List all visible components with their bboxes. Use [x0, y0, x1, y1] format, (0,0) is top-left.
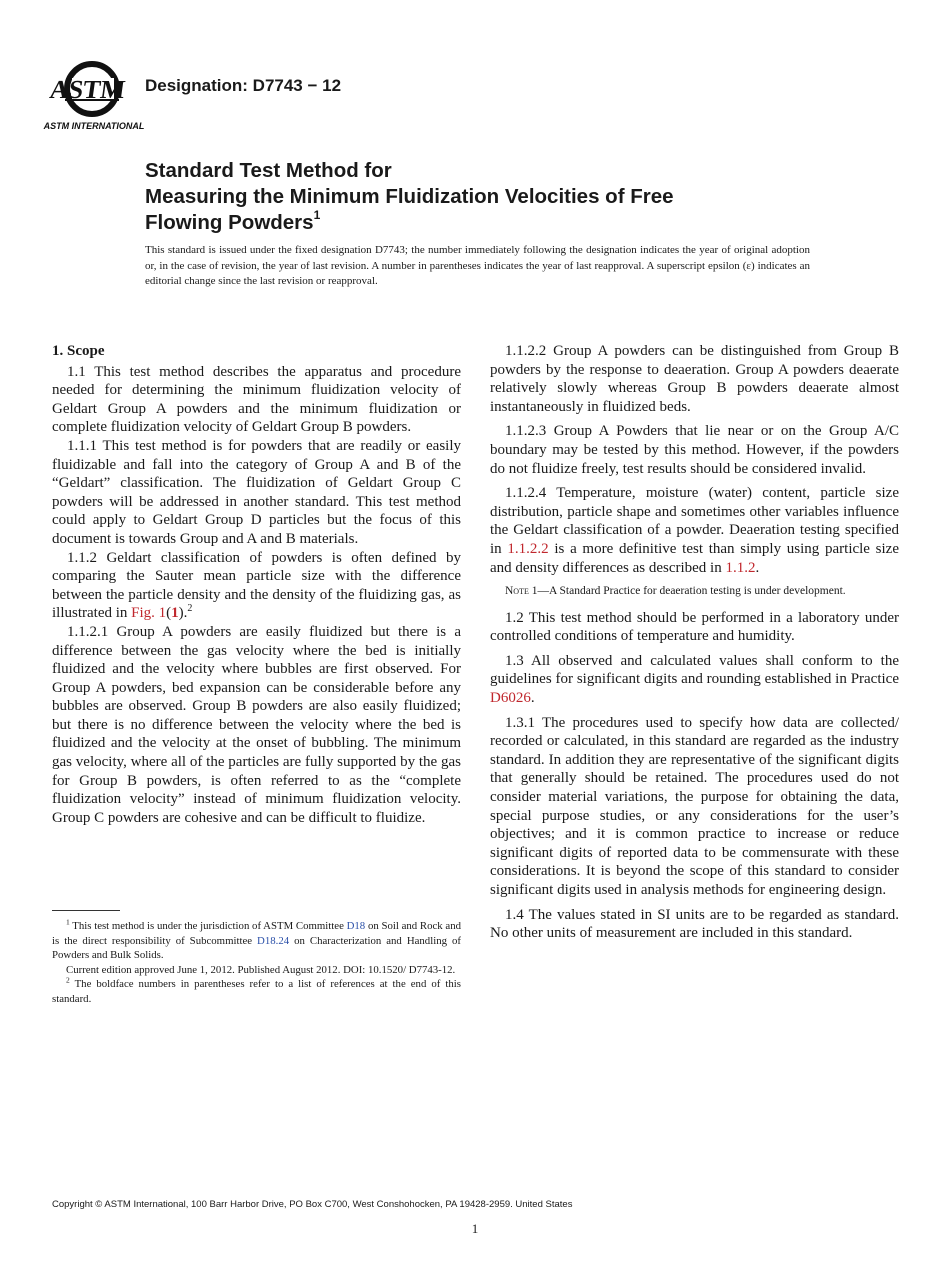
- paragraph-1-1-2-4: [490, 484, 899, 577]
- footnote-2-mark: 2: [66, 975, 70, 985]
- footnotes: [52, 919, 461, 1007]
- footnote-2-marker: 2: [187, 603, 193, 615]
- paragraph-1-3-text: 1.3 All observed and calculated values shall conform to the guidelines for significant digits and rounding established in Practice: [490, 652, 899, 688]
- title-line-3: [145, 210, 865, 236]
- subcommittee-d18-24-link[interactable]: D18.24: [257, 934, 290, 947]
- paragraph-1-1-2: [52, 549, 461, 623]
- reference-1-link[interactable]: 1: [171, 605, 179, 622]
- title-line-3-text: Flowing Powders: [145, 211, 314, 234]
- designation: Designation: D7743 − 12: [145, 76, 342, 95]
- svg-text:ASTM: ASTM: [48, 75, 128, 104]
- footnote-1: [52, 919, 461, 963]
- practice-d6026-link[interactable]: D6026: [490, 690, 531, 706]
- paragraph-1-1-2-2: 1.1.2.2 Group A powders can be distinguished from Group B powders by the response to deaeration. Group A powders deaerate relatively slowly whereas Group B powders deaerate almost instantaneously in fluidized beds.: [490, 343, 899, 415]
- paragraph-1-1-2-4-text-a: 1.1.2.4 Temperature, moisture (water) content, particle size distribution, particle shape and sometimes other variables influence the Geldart classification of a powder. Deaeration testing specified in: [490, 485, 899, 557]
- issuance-statement: This standard is issued under the fixed designation D7743; the number immediately following the designation indicates the year of original adoption or, in the case of revision, the year of last revision. A number in parentheses indicates the year of last reapproval. A superscript epsilon (ε) indicates an editorial change since the last revision or reapproval.: [145, 244, 810, 287]
- left-column: [52, 342, 461, 827]
- paragraph-1-1-2-4-text-b: is a more definitive test than simply using particle size and density differences as described in: [490, 540, 899, 576]
- copyright-notice: Copyright © ASTM International, 100 Barr Harbor Drive, PO Box C700, West Conshohocken, PA 19428-2959. United States: [52, 1199, 573, 1210]
- note-1: [490, 584, 899, 600]
- period: .: [530, 690, 535, 706]
- paragraph-1-3-1: 1.3.1 The procedures used to specify how data are collected/ recorded or calculated, in this standard are regarded as the industry standard. In addition they are representative of the significant digits that generally should be retained. The procedures used do not consider material variations, the purpose for obtaining the data, special purpose studies, or any considerations for the user’s objectives; and it is common practice to increase or reduce significant digits of reported data to be commensurate with these considerations. It is beyond the scope of this standard to consider significant digits used in analysis methods for engineering design.: [490, 714, 899, 898]
- footnote-2: [52, 977, 461, 1006]
- footnote-1-edition: Current edition approved June 1, 2012. Published August 2012. DOI: 10.1520/ D7743-12.: [66, 963, 456, 976]
- footnote-divider: [52, 910, 120, 911]
- page-number: 1: [471, 1221, 479, 1236]
- title-line-2: Measuring the Minimum Fluidization Velocities of Free: [145, 185, 674, 208]
- fig-1-link[interactable]: Fig. 1: [131, 605, 167, 622]
- title-line-1: Standard Test Method for: [145, 159, 392, 182]
- paren-open: (: [166, 605, 172, 622]
- paragraph-1-4: 1.4 The values stated in SI units are to be regarded as standard. No other units of measurement are included in this standard.: [490, 906, 899, 942]
- section-1-1-2-2-link[interactable]: 1.1.2.2: [507, 540, 549, 557]
- note-1-label: Note 1: [505, 585, 538, 598]
- footnote-1-mark: 1: [66, 917, 70, 927]
- paragraph-1-1-2-1: 1.1.2.1 Group A powders are easily fluidized but there is a difference between the gas velocity where the bed is initially fluidized and the velocity where bubbles are first observed. For Group A powders, bed expansion can be considerable before any bubbles are observed. Group B powders are also easily fluidized; but there is no difference between the velocity where the bed is fluidized and the velocity at the onset of bubbling. The minimum gas velocity, where all of the particles are fully supported by the gas for Group B powders, is often referred to as the “complete fluidization velocity” instead of minimum fluidization velocity. Group C powders are cohesive and can be difficult to fluidize.: [52, 623, 461, 826]
- paragraph-1-1-2-3: 1.1.2.3 Group A Powders that lie near or on the Group A/C boundary may be tested by this method. However, if the powders do not fluidize freely, test results should be considered invalid.: [490, 423, 899, 477]
- astm-international-logo: [43, 58, 145, 134]
- footnote-1-text-c: on Characterization and Handling of Powders and Bulk Solids.: [52, 934, 461, 962]
- paragraph-1-3: [490, 652, 899, 708]
- paragraph-1-1-2-text: 1.1.2 Geldart classification of powders is often defined by comparing the Sauter mean particle size with the difference between the particle density and the density of the fluidizing gas, as illustrated in: [52, 549, 461, 622]
- footnote-1-text-a: This test method is under the jurisdiction of ASTM Committee: [69, 920, 347, 932]
- note-1-text: —A Standard Practice for deaeration testing is under development.: [537, 585, 846, 598]
- right-column: [490, 342, 899, 943]
- paragraph-1-2: 1.2 This test method should be performed in a laboratory under controlled conditions of temperature and humidity.: [490, 609, 899, 645]
- committee-d18-link[interactable]: D18: [346, 920, 366, 932]
- section-heading-scope: 1. Scope: [52, 343, 105, 359]
- document-title: [145, 158, 865, 236]
- section-1-1-2-link[interactable]: 1.1.2: [725, 559, 756, 576]
- paragraph-1-1-1: 1.1.1 This test method is for powders that are readily or easily fluidizable and fall into the category of Group A and B of the “Geldart” classification. The fluidization of Geldart Group C powders will be addressed in another standard. This test method could apply to Geldart Group D particles but the focus of this document is towards Group and A and B materials.: [52, 437, 461, 547]
- logo-text: ASTM INTERNATIONAL: [43, 121, 145, 131]
- title-footnote-mark: 1: [313, 208, 321, 223]
- paren-close: ).: [178, 605, 188, 622]
- footnote-1-text-b: on Soil and Rock and is the direct responsibility of Subcommittee: [52, 920, 461, 947]
- footnote-2-text: The boldface numbers in parentheses refer to a list of references at the end of this standard.: [52, 978, 461, 1005]
- paragraph-1-1: 1.1 This test method describes the apparatus and procedure needed for determining the minimum fluidization velocity of Geldart Group A powders and the minimum fluidization or complete fluidization velocity of Geldart Group B powders.: [52, 363, 461, 436]
- period: .: [755, 559, 760, 576]
